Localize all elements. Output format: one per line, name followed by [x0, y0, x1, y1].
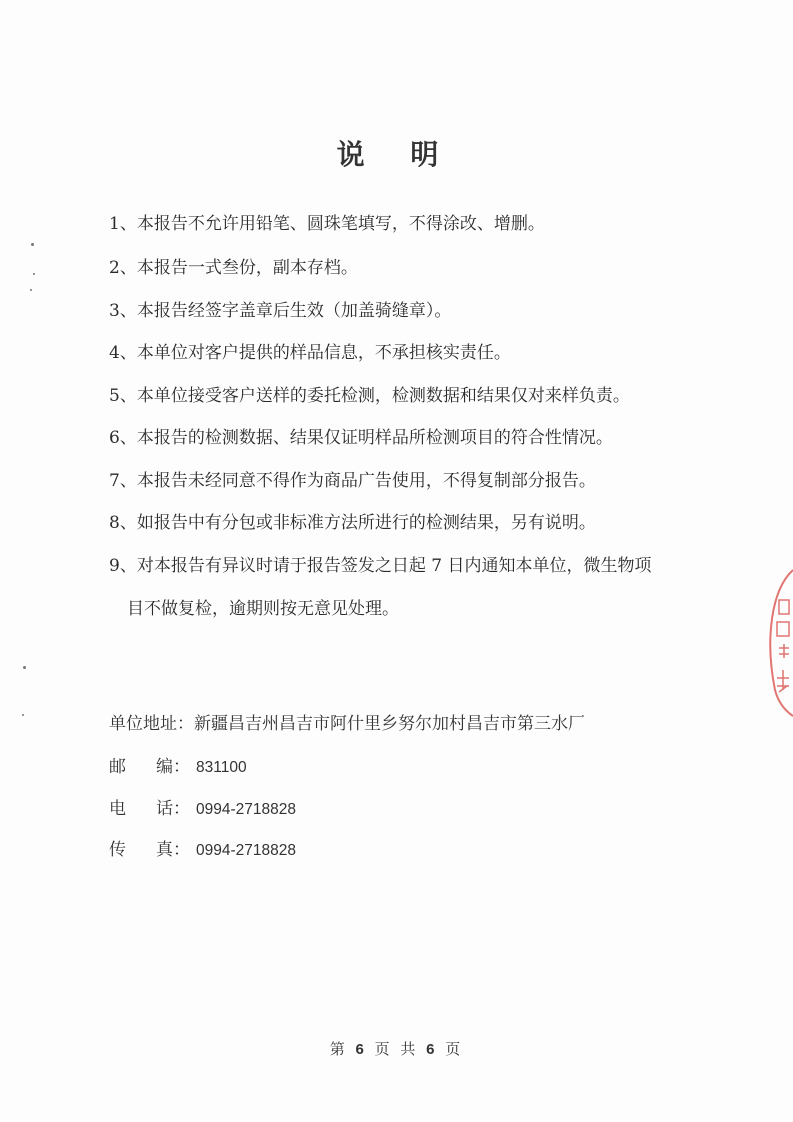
total-page-number: 6 [426, 1041, 438, 1058]
scan-speck [31, 243, 34, 246]
page-number-footer: 第 6 页 共 6 页 [329, 1040, 464, 1058]
phone-value: 0994-2718828 [196, 801, 296, 818]
note-item-2: 2、本报告一式叁份，副本存档。 [109, 258, 358, 278]
page-title: 说 明 [336, 138, 457, 171]
note-item-1: 1、本报告不允许用铅笔、圆珠笔填写，不得涂改、增删。 [109, 214, 545, 234]
fax-value: 0994-2718828 [196, 842, 296, 859]
postcode-value: 831100 [196, 759, 247, 776]
note-item-3: 3、本报告经签字盖章后生效（加盖骑缝章）。 [109, 301, 452, 321]
scan-speck [30, 289, 32, 291]
note-item-5: 5、本单位接受客户送样的委托检测，检测数据和结果仅对来样负责。 [109, 386, 630, 406]
address-line [109, 712, 585, 736]
note-item-8: 8、如报告中有分包或非标准方法所进行的检测结果，另有说明。 [109, 513, 596, 533]
scan-speck [22, 714, 24, 716]
note-item-9-continued: 目不做复检，逾期则按无意见处理。 [127, 599, 399, 619]
postcode-label: 邮 编： [109, 757, 190, 777]
phone-label: 电 话： [109, 799, 190, 819]
scan-speck [33, 273, 35, 275]
scan-speck [23, 666, 26, 669]
fax-label: 传 真： [109, 840, 190, 860]
current-page-number: 6 [355, 1041, 367, 1058]
address-value: 新疆昌吉州昌吉市阿什里乡努尔加村昌吉市第三水厂 [194, 714, 585, 734]
note-item-9: 9、对本报告有异议时请于报告签发之日起 7 日内通知本单位，微生物项 [109, 556, 652, 576]
note-item-4: 4、本单位对客户提供的样品信息，不承担核实责任。 [109, 343, 511, 363]
postcode-line [109, 755, 247, 780]
phone-line [109, 797, 296, 822]
address-label: 单位地址： [109, 714, 194, 734]
seal-stamp-icon [753, 560, 793, 720]
fax-line [109, 838, 296, 863]
note-item-6: 6、本报告的检测数据、结果仅证明样品所检测项目的符合性情况。 [109, 428, 613, 448]
note-item-7: 7、本报告未经同意不得作为商品广告使用，不得复制部分报告。 [109, 471, 596, 491]
